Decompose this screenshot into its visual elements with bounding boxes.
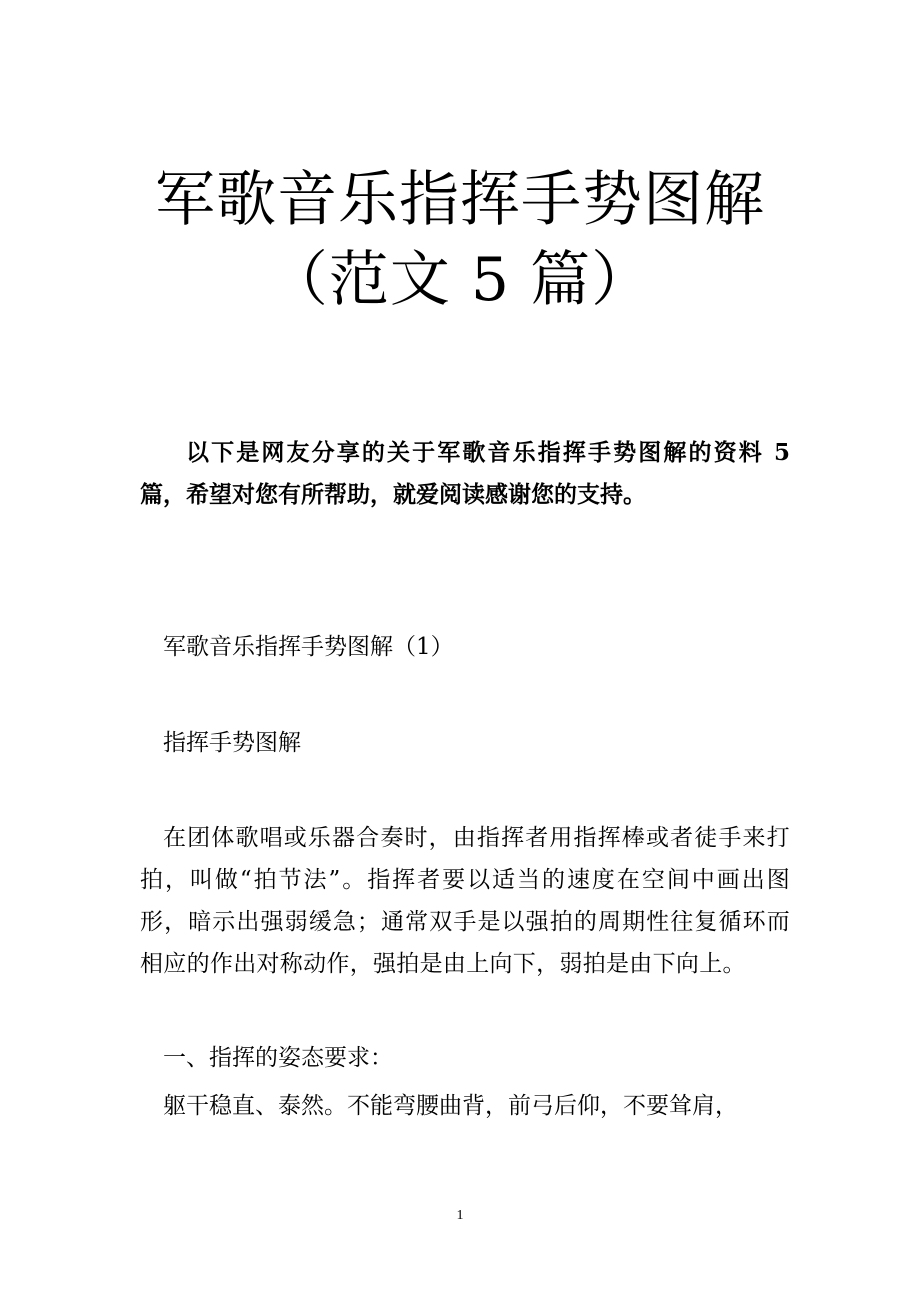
posture-heading: 一、指挥的姿态要求： xyxy=(163,1045,393,1071)
page-number: 1 xyxy=(456,1208,464,1223)
section-subheading: 指挥手势图解 xyxy=(163,730,301,756)
intro-paragraph: 以下是网友分享的关于军歌音乐指挥手势图解的资料 5 篇，希望对您有所帮助，就爱阅读感谢您的支持。 xyxy=(140,439,790,508)
section-heading: 军歌音乐指挥手势图解（1） xyxy=(163,634,454,660)
posture-text: 躯干稳直、泰然。不能弯腰曲背，前弓后仰，不要耸肩， xyxy=(163,1093,738,1119)
document-title-line-2: （范文 5 篇） xyxy=(267,245,653,315)
body-paragraph: 在团体歌唱或乐器合奏时，由指挥者用指挥棒或者徒手来打拍，叫做“拍节法”。指挥者要以适当的速度在空间中画出图形，暗示出强弱缓急；通常双手是以强拍的周期性往复循环而相应的作出对称动作，强拍是由上向下，弱拍是由下向上。 xyxy=(140,825,790,977)
document-title-line-1: 军歌音乐指挥手势图解 xyxy=(155,165,765,235)
